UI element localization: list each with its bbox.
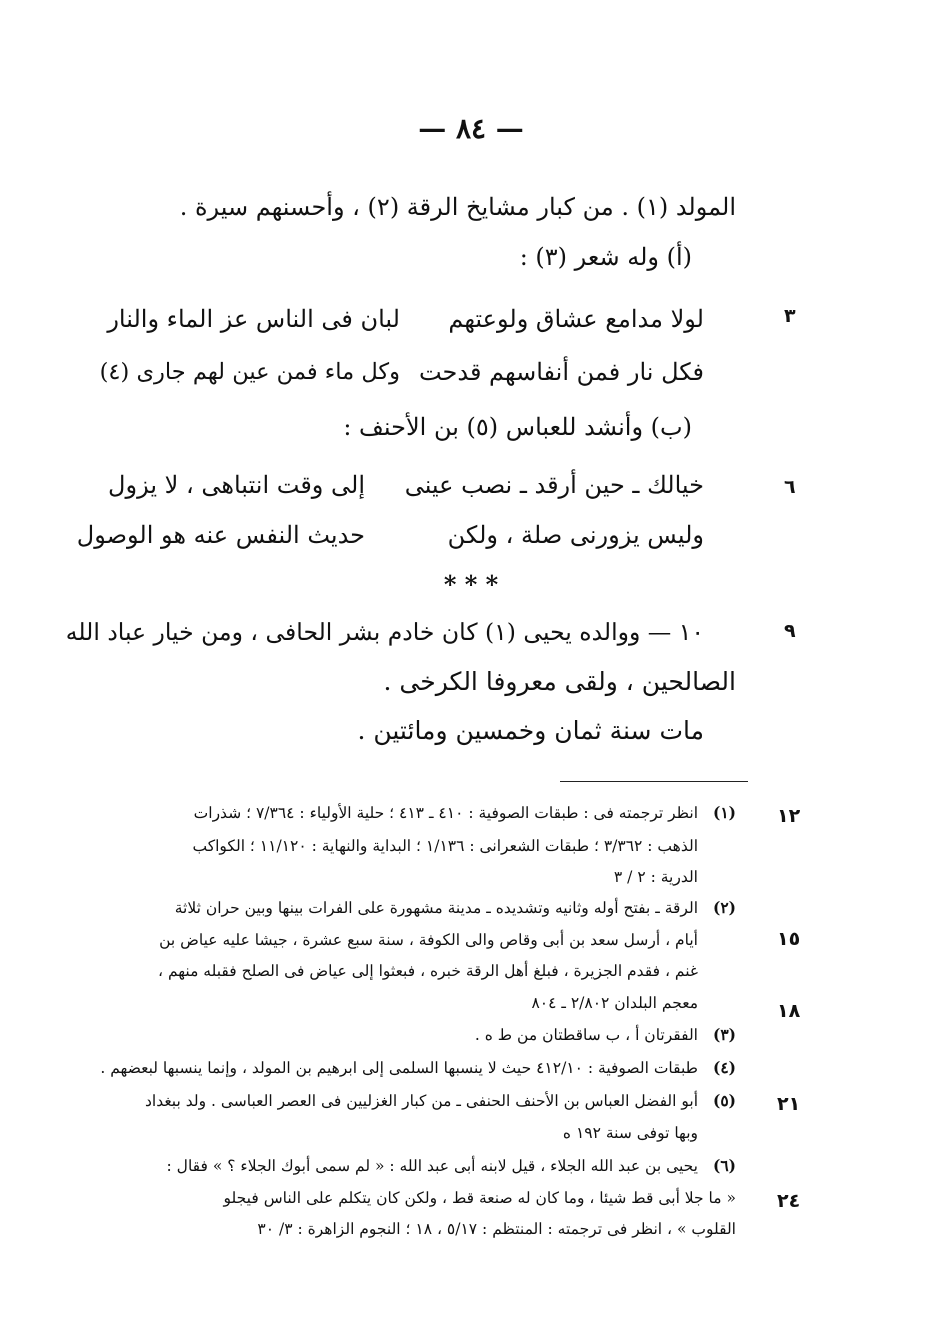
footnote-2-line-4: معجم البلدان ٢/٨٠٢ ـ ٨٠٤ [531,994,698,1012]
line-number-21: ٢١ [777,1093,801,1115]
verse-a2-second-hemistich: وكل ماء فمن عين لهم جارى (٤) [99,359,400,385]
line-number-24: ٢٤ [777,1190,801,1212]
footnote-2-line-3: غنم ، فقدم الجزيرة ، فبلغ أهل الرقة خبره ، فبعثوا إلى عياض فى الصلح فقبله منهم ، [158,962,698,980]
footnote-6-line-2: « ما جلا أبى قط شيئا ، وما كان له صنعة قط ، ولكن كان يتكلم على الناس فيجلو [223,1189,736,1207]
line-number-6: ٦ [784,476,796,498]
entry-10-line-1: ١٠ — ووالده يحيى (١) كان خادم بشر الحافى ، ومن خيار عباد الله [65,618,704,646]
line-number-9: ٩ [784,620,796,642]
verse-a1-first-hemistich: لولا مدامع عشاق ولوعتهم [448,305,704,333]
verse-b1-first-hemistich: خيالك ـ حين أرقد ـ نصب عينى [404,471,704,499]
footnote-1-label: (١) [712,803,736,822]
verse-b2-first-hemistich: وليس يزورنى صلة ، ولكن [447,521,704,549]
footnote-2-line-1: الرقة ـ بفتح أوله وثانيه وتشديده ـ مدينة مشهورة على الفرات بينها وبين حران ثلاثة [174,899,698,917]
footnote-6-line-1: يحيى بن عبد الله الجلاء ، قيل لابنه أبى عبد الله : « لم سمى أبوك الجلاء ؟ » فقال : [166,1157,698,1175]
footnote-5-label: (٥) [712,1091,736,1110]
footnote-6-label: (٦) [712,1156,736,1175]
footnote-1-line-1: انظر ترجمته فى : طبقات الصوفية : ٤١٠ ـ ٤١٣ ؛ حلية الأولياء : ٧/٣٦٤ ؛ شذرات [193,804,698,822]
footnote-2-label: (٢) [712,898,736,917]
verse-b2-second-hemistich: حديث النفس عنه هو الوصول [76,521,365,549]
line-number-3: ٣ [784,305,796,327]
verse-b1-second-hemistich: إلى وقت انتباهى ، لا يزول [108,471,365,499]
footnote-1-line-3: الدرية : ٢ / ٣ [613,868,698,886]
verse-a1-second-hemistich: لبان فى الناس عز الماء والنار [107,305,400,333]
footnote-5-line-2: وبها توفى سنة ١٩٢ ه [562,1124,698,1142]
footnote-4-line-1: طبقات الصوفية : ٤١٢/١٠ حيث لا ينسبها السلمى إلى ابرهيم بن المولد ، وإنما ينسبها لبعضهم . [100,1059,698,1077]
footnote-3-label: (٣) [712,1025,736,1044]
line-number-12: ١٢ [777,805,801,827]
footnote-5-line-1: أبو الفضل العباس بن الأحنف الحنفى ـ من كبار الغزليين فى العصر العباسى . ولد ببغداد [144,1092,698,1110]
entry-10-line-3: مات سنة ثمان وخمسين ومائتين . [357,716,704,745]
entry-10-line-2: الصالحين ، ولقى معروفا الكرخى . [383,667,736,696]
verse-a2-first-hemistich: فكل نار فمن أنفاسهم قدحت [418,358,704,386]
page-number: — ٨٤ — [418,112,524,145]
line-number-15: ١٥ [777,928,801,950]
footnote-2-line-2: أيام ، أرسل سعد بن أبى وقاص والى الكوفة ، سنة سبع عشرة ، جيشا عليه عياض بن [159,931,698,949]
footnote-1-line-2: الذهب : ٣/٣٦٢ ؛ طبقات الشعرانى : ١/١٣٦ ؛ البداية والنهاية : ١١/١٢٠ ؛ الكواكب [192,837,698,855]
footnote-separator-rule [560,781,748,782]
intro-line-1: المولد (١) . من كبار مشايخ الرقة (٢) ، وأحسنهم سيرة . [179,193,736,221]
footnote-6-line-3: القلوب » ، انظر فى ترجمته : المنتظم : ٥/١٧ ، ١٨ ؛ النجوم الزاهرة : ٣/ ٣٠ [257,1220,736,1238]
intro-line-2: (أ) وله شعر (٣) : [519,243,692,271]
section-separator: * * * [443,570,499,599]
footnote-4-label: (٤) [712,1058,736,1077]
footnote-3-line-1: الفقرتان أ ، ب ساقطتان من ط ه . [474,1026,698,1044]
line-number-18: ١٨ [777,1000,801,1022]
section-b-heading: (ب) وأنشد للعباس (٥) بن الأحنف : [343,413,692,441]
